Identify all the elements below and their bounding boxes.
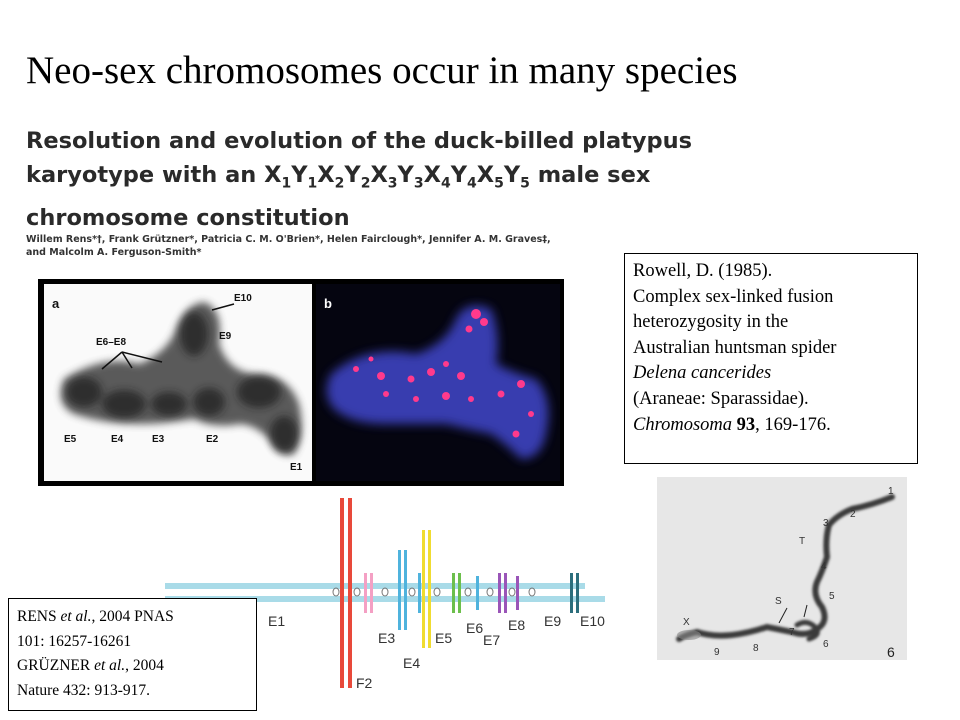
bar-green-1 — [452, 573, 455, 613]
x4-letter: X — [423, 162, 441, 188]
citation-rowell-line-7 — [633, 413, 913, 439]
micrograph-label-x: X — [683, 617, 690, 628]
label-e1: E1 — [290, 462, 303, 473]
y4-letter: Y — [450, 162, 467, 188]
micrograph-label-2: 2 — [850, 509, 856, 520]
panel-b-fluorescent-chain — [316, 284, 560, 481]
panel-a-letter: a — [52, 296, 60, 311]
micrograph-label-9: 9 — [714, 647, 720, 658]
bar-yellow-1 — [422, 530, 425, 648]
bar-yellow-2 — [428, 530, 431, 648]
karyotype-prefix: karyotype with an X — [26, 162, 282, 188]
chain-shape-b — [316, 284, 560, 481]
micrograph-label-4: 4 — [821, 561, 827, 572]
y2-subscript: 2 — [360, 175, 371, 192]
citation-gruzner-pages: Nature 432: 913-917. — [17, 681, 151, 699]
label-e5: E5 — [64, 434, 77, 445]
citation-box-rowell — [624, 253, 918, 464]
micrograph-label-3: 3 — [823, 518, 829, 529]
bar-teal-2 — [576, 573, 579, 613]
citation-gruzner-line — [17, 654, 252, 679]
micrograph-pointer-2 — [779, 608, 787, 623]
diagram-label-e5: E5 — [435, 630, 453, 646]
micrograph-figure-number: 6 — [887, 644, 895, 660]
diagram-label-e1: E1 — [268, 613, 286, 629]
bar-blue-1 — [398, 550, 401, 630]
bar-green-2 — [458, 573, 461, 613]
citation-rowell-line-4: Australian huntsman spider — [633, 337, 837, 358]
micrograph-label-s: S — [775, 596, 782, 607]
spider-chromosome-micrograph — [657, 477, 907, 660]
authors-line-1: Willem Rens*†, Frank Grützner*, Patricia C. M. O'Brien*, Helen Fairclough*, Jennifer A. M. Graves‡, — [26, 234, 551, 245]
y5-letter: Y — [503, 162, 521, 188]
label-e2: E2 — [206, 434, 219, 445]
citation-rowell-journal: Chromosoma — [633, 414, 733, 435]
label-e3: E3 — [152, 434, 165, 445]
micrograph-label-7: 7 — [789, 627, 795, 638]
diagram-label-f2: F2 — [356, 675, 373, 691]
chain-shape-a — [44, 284, 312, 481]
bar-blue-3 — [418, 573, 421, 613]
diagram-label-e6: E6 — [466, 620, 484, 636]
x4-subscript: 4 — [440, 175, 451, 192]
panel-a-grayscale-chain — [44, 284, 312, 481]
authors-line-2: and Malcolm A. Ferguson-Smith* — [26, 247, 202, 258]
micrograph-label-8: 8 — [753, 643, 759, 654]
y1-subscript: 1 — [307, 175, 318, 192]
x3-letter: X — [370, 162, 388, 188]
x5-subscript: 5 — [494, 175, 504, 192]
label-e4: E4 — [111, 434, 124, 445]
y4-subscript: 4 — [467, 175, 477, 192]
micrograph-pointer-1 — [804, 605, 807, 617]
citation-rowell-line-3: heterozygosity in the — [633, 312, 789, 333]
bar-purple-1 — [498, 573, 501, 613]
y5-subscript: 5 — [520, 175, 530, 192]
x3-subscript: 3 — [387, 175, 398, 192]
citation-rens-etal: et al. — [60, 608, 92, 625]
paper-title-line-1: Resolution and evolution of the duck-billed platypus — [26, 128, 693, 154]
citation-rens-pages: 101: 16257-16261 — [17, 632, 132, 650]
paper-title — [26, 124, 726, 235]
karyotype-suffix: male sex — [529, 162, 651, 188]
bar-blue-2 — [404, 550, 407, 630]
x5-letter: X — [476, 162, 495, 188]
label-e10: E10 — [234, 293, 252, 304]
micrograph-label-5: 5 — [829, 591, 835, 602]
label-e9: E9 — [219, 331, 232, 342]
micrograph-label-6: 6 — [823, 639, 829, 650]
citation-rowell-pages: , 169-176. — [755, 414, 831, 435]
y3-letter: Y — [397, 162, 414, 188]
diagram-label-e4: E4 — [403, 655, 421, 671]
diagram-label-e10: E10 — [580, 613, 605, 629]
bar-purple-2 — [504, 573, 507, 613]
paper-authors — [26, 233, 606, 259]
diagram-label-e8: E8 — [508, 617, 526, 633]
citation-rens-author: RENS — [17, 608, 57, 625]
citation-rens-rest: , 2004 PNAS — [91, 608, 174, 625]
bar-purple-3 — [516, 576, 519, 610]
citation-gruzner-author: GRÜZNER — [17, 657, 91, 674]
micrograph-chain — [657, 477, 907, 660]
x1-subscript: 1 — [281, 175, 292, 192]
citation-rowell-line-6: (Araneae: Sparassidae). — [633, 388, 809, 409]
paper-title-line-2 — [26, 158, 726, 201]
panel-b-letter: b — [324, 296, 332, 311]
citation-gruzner-etal: et al. — [94, 657, 126, 674]
label-e6-e8: E6–E8 — [96, 337, 127, 348]
diagram-label-e7: E7 — [483, 632, 501, 648]
x2-subscript: 2 — [334, 175, 345, 192]
chain-rod-upper — [165, 583, 585, 589]
bar-teal-1 — [570, 573, 573, 613]
citation-rowell-species: Delena cancerides — [633, 363, 772, 384]
micrograph-label-t: T — [799, 536, 806, 547]
bar-pink-2 — [370, 573, 373, 613]
citation-rowell-line-2: Complex sex-linked fusion — [633, 286, 834, 307]
micrograph-label-1: 1 — [888, 486, 894, 497]
citation-rowell-volume: 93 — [736, 414, 756, 435]
bar-pink-1 — [364, 573, 367, 613]
citation-rens-line — [17, 605, 252, 630]
bar-red-2 — [348, 498, 352, 688]
chromosome-figure — [38, 279, 564, 486]
diagram-label-e9: E9 — [544, 613, 562, 629]
paper-title-line-3: chromosome constitution — [26, 204, 350, 231]
bar-blue-4 — [476, 576, 479, 610]
y3-subscript: 3 — [413, 175, 424, 192]
diagram-label-e3: E3 — [378, 630, 396, 646]
citation-rowell-line-1: Rowell, D. (1985). — [633, 261, 773, 281]
citation-gruzner-rest: , 2004 — [125, 657, 164, 674]
bar-red-1 — [340, 498, 344, 688]
slide-title: Neo-sex chromosomes occur in many species — [26, 49, 738, 92]
citation-box-rens-gruzner — [8, 598, 257, 711]
y2-letter: Y — [344, 162, 361, 188]
x2-letter: X — [317, 162, 335, 188]
y1-letter: Y — [291, 162, 308, 188]
